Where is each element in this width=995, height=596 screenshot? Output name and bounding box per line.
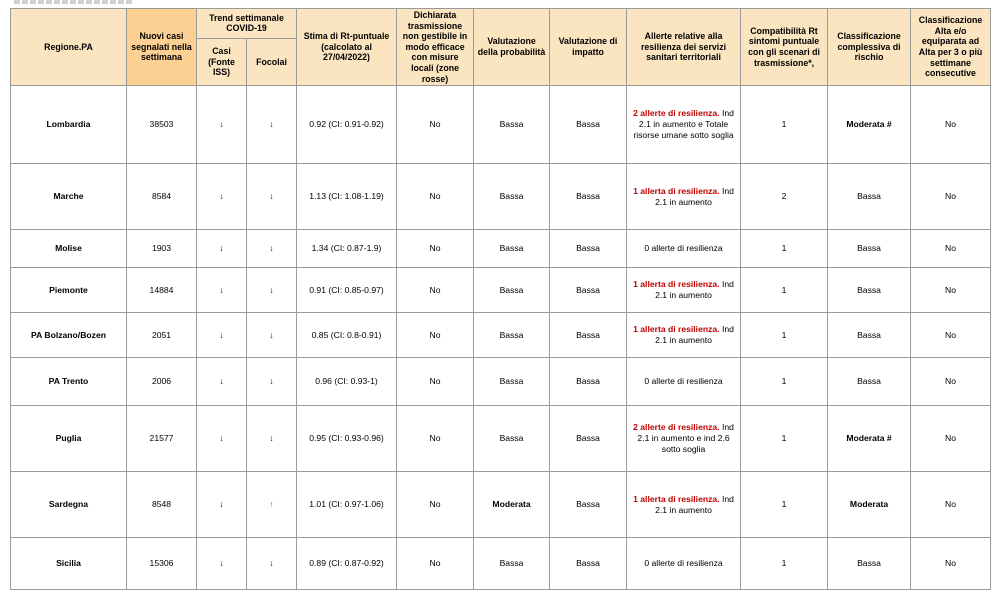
trend-cases-arrow: ↓ (197, 358, 247, 406)
probability-cell: Bassa (474, 86, 550, 164)
compat-cell: 1 (741, 313, 828, 358)
alert-detail: Ind 2.1 in aumento e Totale risorse umane sotto soglia (633, 108, 734, 141)
cases-cell: 8584 (127, 164, 197, 230)
classification-cell: Moderata # (828, 406, 911, 472)
cases-cell: 38503 (127, 86, 197, 164)
rt-cell: 1.13 (CI: 1.08-1.19) (297, 164, 397, 230)
classification-cell: Moderata # (828, 86, 911, 164)
region-cell: Lombardia (11, 86, 127, 164)
compat-cell: 1 (741, 406, 828, 472)
compat-cell: 1 (741, 268, 828, 313)
table-row (11, 230, 991, 268)
cases-cell: 15306 (127, 538, 197, 590)
alert-detail: 0 allerte di resilienza (644, 376, 723, 387)
alerts-cell (627, 86, 741, 164)
alerts-cell (627, 538, 741, 590)
alert-detail: 0 allerte di resilienza (644, 558, 723, 569)
alert-count: 2 allerte di resilienza. (633, 108, 720, 119)
trend-cases-arrow: ↓ (197, 86, 247, 164)
declared-cell: No (397, 164, 474, 230)
high-class-cell: No (911, 268, 991, 313)
cases-cell: 8548 (127, 472, 197, 538)
col-impact: Valutazione di impatto (550, 9, 627, 86)
col-rt: Stima di Rt-puntuale (calcolato al 27/04/2022) (297, 9, 397, 86)
trend-focolai-arrow: ↓ (247, 313, 297, 358)
table-row (11, 268, 991, 313)
impact-cell: Bassa (550, 538, 627, 590)
alert-detail: Ind 2.1 in aumento (655, 493, 734, 515)
trend-focolai-arrow: ↓ (247, 406, 297, 472)
high-class-cell: No (911, 472, 991, 538)
rt-cell: 0.92 (CI: 0.91-0.92) (297, 86, 397, 164)
compat-cell: 1 (741, 358, 828, 406)
col-trend-cases: Casi (Fonte ISS) (197, 38, 247, 85)
classification-cell: Moderata (828, 472, 911, 538)
high-class-cell: No (911, 538, 991, 590)
cases-cell: 14884 (127, 268, 197, 313)
col-region: Regione.PA (11, 9, 127, 86)
col-new-cases: Nuovi casi segnalati nella settimana (127, 9, 197, 86)
alerts-cell (627, 164, 741, 230)
high-class-cell: No (911, 406, 991, 472)
probability-cell: Bassa (474, 230, 550, 268)
cases-cell: 1903 (127, 230, 197, 268)
impact-cell: Bassa (550, 472, 627, 538)
probability-cell: Bassa (474, 313, 550, 358)
declared-cell: No (397, 230, 474, 268)
table-row (11, 86, 991, 164)
trend-cases-arrow: ↓ (197, 538, 247, 590)
compat-cell: 1 (741, 230, 828, 268)
table-row (11, 358, 991, 406)
probability-cell: Bassa (474, 358, 550, 406)
declared-cell: No (397, 406, 474, 472)
region-cell: Molise (11, 230, 127, 268)
rt-cell: 0.85 (CI: 0.8-0.91) (297, 313, 397, 358)
high-class-cell: No (911, 230, 991, 268)
table-row (11, 164, 991, 230)
classification-cell: Bassa (828, 268, 911, 313)
alert-detail: Ind 2.1 in aumento (655, 324, 734, 346)
table-body (11, 86, 991, 590)
cases-cell: 2051 (127, 313, 197, 358)
impact-cell: Bassa (550, 86, 627, 164)
table-row (11, 406, 991, 472)
region-cell: Sardegna (11, 472, 127, 538)
table-header (11, 9, 991, 86)
risk-table (10, 8, 991, 590)
trend-cases-arrow: ↓ (197, 230, 247, 268)
alert-count: 1 allerta di resilienza. (633, 185, 720, 196)
impact-cell: Bassa (550, 164, 627, 230)
table-row (11, 472, 991, 538)
alert-detail: Ind 2.1 in aumento (655, 185, 734, 207)
cases-cell: 21577 (127, 406, 197, 472)
alert-detail: 0 allerte di resilienza (644, 243, 723, 254)
alert-count: 1 allerta di resilienza. (633, 279, 720, 290)
compat-cell: 2 (741, 164, 828, 230)
trend-cases-arrow: ↓ (197, 268, 247, 313)
col-alerts: Allerte relative alla resilienza dei servizi sanitari territoriali (627, 9, 741, 86)
high-class-cell: No (911, 164, 991, 230)
col-trend-focolai: Focolai (247, 38, 297, 85)
high-class-cell: No (911, 313, 991, 358)
declared-cell: No (397, 472, 474, 538)
rt-cell: 1.34 (CI: 0.87-1.9) (297, 230, 397, 268)
impact-cell: Bassa (550, 268, 627, 313)
declared-cell: No (397, 358, 474, 406)
declared-cell: No (397, 86, 474, 164)
impact-cell: Bassa (550, 313, 627, 358)
col-classification: Classificazione complessiva di rischio (828, 9, 911, 86)
rt-cell: 0.91 (CI: 0.85-0.97) (297, 268, 397, 313)
region-cell: PA Bolzano/Bozen (11, 313, 127, 358)
region-cell: Puglia (11, 406, 127, 472)
trend-focolai-arrow: ↓ (247, 164, 297, 230)
col-compat: Compatibilità Rt sintomi puntuale con gli scenari di trasmissione*, (741, 9, 828, 86)
alerts-cell (627, 472, 741, 538)
table-row (11, 313, 991, 358)
compat-cell: 1 (741, 86, 828, 164)
alerts-cell (627, 313, 741, 358)
high-class-cell: No (911, 86, 991, 164)
trend-focolai-arrow: ↑ (247, 472, 297, 538)
alert-detail: Ind 2.1 in aumento e ind 2.6 sotto soglia (637, 422, 734, 455)
probability-cell: Bassa (474, 538, 550, 590)
impact-cell: Bassa (550, 358, 627, 406)
trend-cases-arrow: ↓ (197, 406, 247, 472)
probability-cell: Bassa (474, 268, 550, 313)
alerts-cell (627, 230, 741, 268)
alert-count: 1 allerta di resilienza. (633, 493, 720, 504)
rt-cell: 0.89 (CI: 0.87-0.92) (297, 538, 397, 590)
alert-count: 1 allerta di resilienza. (633, 324, 720, 335)
declared-cell: No (397, 313, 474, 358)
probability-cell: Moderata (474, 472, 550, 538)
probability-cell: Bassa (474, 164, 550, 230)
col-declared: Dichiarata trasmissione non gestibile in modo efficace con misure locali (zone rosse) (397, 9, 474, 86)
col-probability: Valutazione della probabilità (474, 9, 550, 86)
trend-focolai-arrow: ↓ (247, 358, 297, 406)
trend-focolai-arrow: ↓ (247, 86, 297, 164)
alert-detail: Ind 2.1 in aumento (655, 279, 734, 301)
trend-cases-arrow: ↓ (197, 164, 247, 230)
col-high-class: Classificazione Alta e/o equiparata ad Alta per 3 o più settimane consecutive (911, 9, 991, 86)
impact-cell: Bassa (550, 406, 627, 472)
rt-cell: 1.01 (CI: 0.97-1.06) (297, 472, 397, 538)
rt-cell: 0.95 (CI: 0.93-0.96) (297, 406, 397, 472)
probability-cell: Bassa (474, 406, 550, 472)
alert-count: 2 allerte di resilienza. (633, 422, 720, 433)
alerts-cell (627, 358, 741, 406)
declared-cell: No (397, 538, 474, 590)
region-cell: Marche (11, 164, 127, 230)
compat-cell: 1 (741, 472, 828, 538)
classification-cell: Bassa (828, 230, 911, 268)
region-cell: PA Trento (11, 358, 127, 406)
classification-cell: Bassa (828, 164, 911, 230)
region-cell: Piemonte (11, 268, 127, 313)
impact-cell: Bassa (550, 230, 627, 268)
compat-cell: 1 (741, 538, 828, 590)
table-row (11, 538, 991, 590)
header-decoration (14, 0, 134, 4)
classification-cell: Bassa (828, 538, 911, 590)
declared-cell: No (397, 268, 474, 313)
trend-focolai-arrow: ↓ (247, 268, 297, 313)
alerts-cell (627, 406, 741, 472)
trend-cases-arrow: ↓ (197, 313, 247, 358)
cases-cell: 2006 (127, 358, 197, 406)
high-class-cell: No (911, 358, 991, 406)
classification-cell: Bassa (828, 313, 911, 358)
classification-cell: Bassa (828, 358, 911, 406)
trend-focolai-arrow: ↓ (247, 230, 297, 268)
region-cell: Sicilia (11, 538, 127, 590)
trend-focolai-arrow: ↓ (247, 538, 297, 590)
trend-cases-arrow: ↓ (197, 472, 247, 538)
rt-cell: 0.96 (CI: 0.93-1) (297, 358, 397, 406)
col-trend-group: Trend settimanale COVID-19 (197, 9, 297, 39)
alerts-cell (627, 268, 741, 313)
